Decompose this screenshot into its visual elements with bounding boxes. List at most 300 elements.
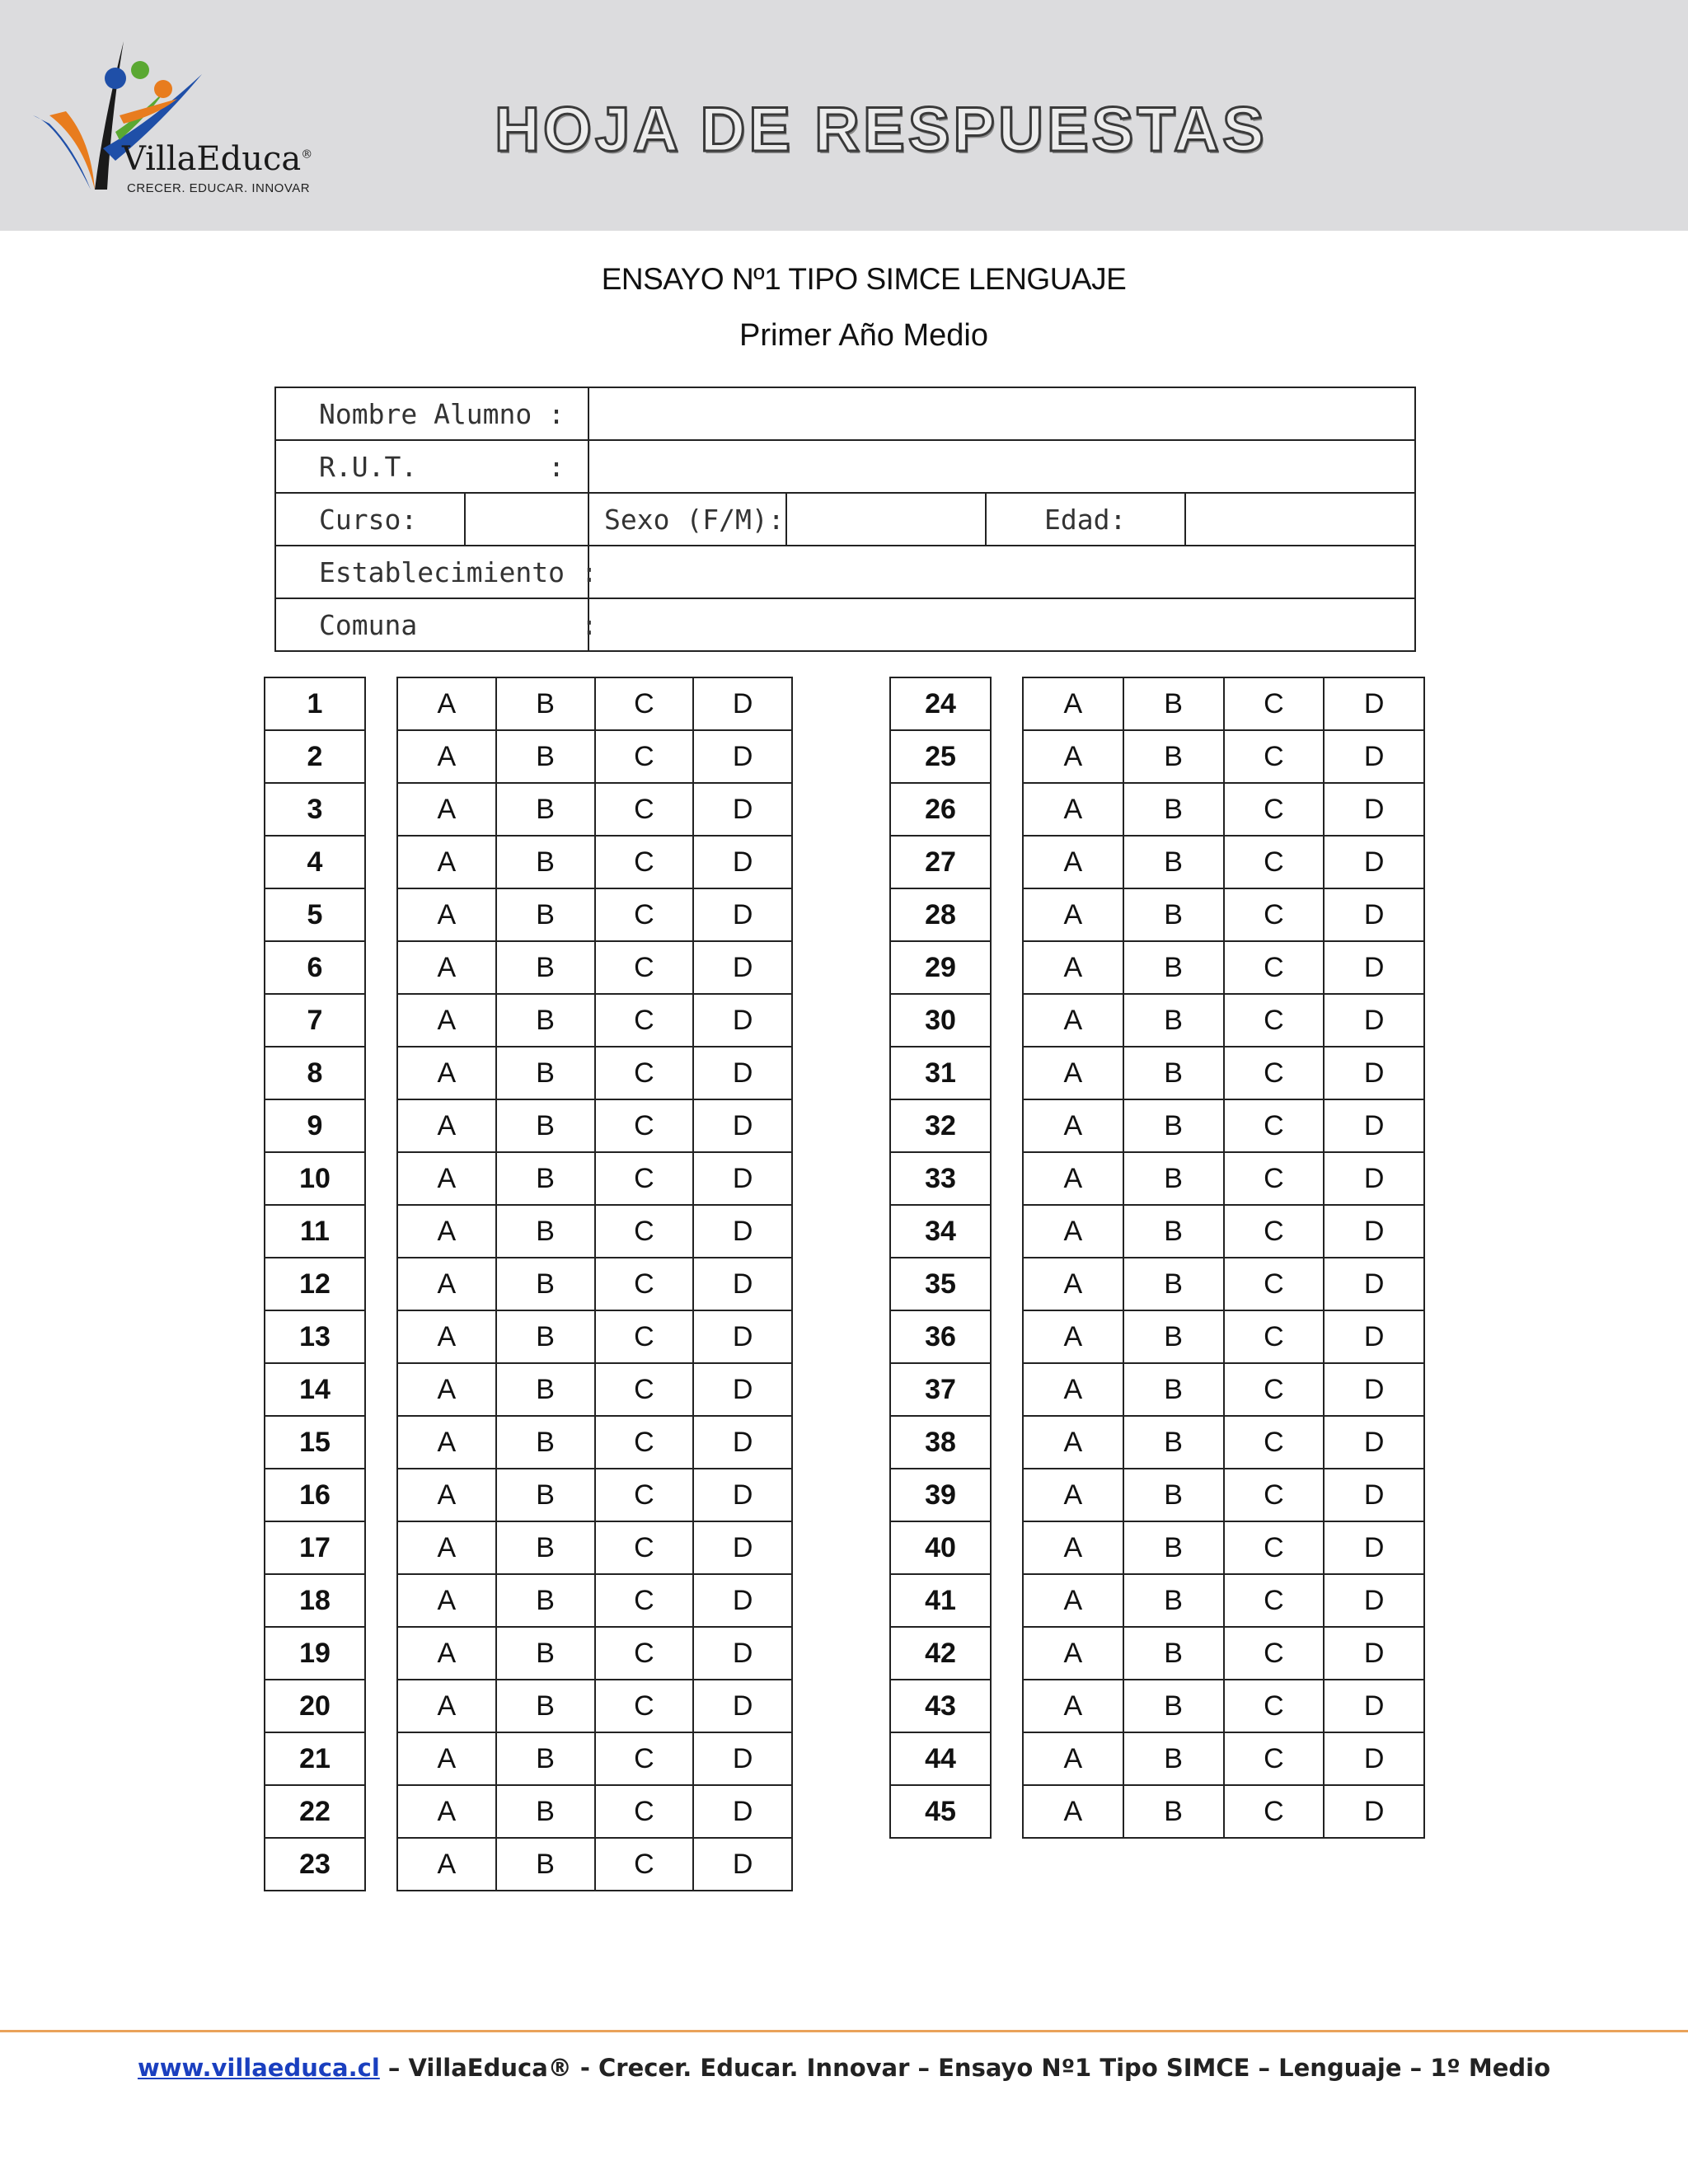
answer-option-a[interactable]: A <box>1023 994 1123 1047</box>
answer-option-a[interactable]: A <box>1023 1363 1123 1416</box>
question-number-row <box>265 1310 365 1363</box>
answer-row <box>1023 1416 1424 1469</box>
answer-option-b[interactable]: B <box>496 1574 595 1627</box>
answer-option-b[interactable]: B <box>496 1047 595 1099</box>
answer-option-c[interactable]: C <box>1224 1363 1325 1416</box>
answer-option-b[interactable]: B <box>1123 1680 1224 1732</box>
answer-option-d[interactable]: D <box>1324 941 1424 994</box>
sexo-field[interactable] <box>786 493 986 546</box>
answer-option-c[interactable]: C <box>595 888 694 941</box>
comuna-label: Comuna : <box>275 598 588 651</box>
question-number-row <box>890 1152 991 1205</box>
answer-option-b[interactable]: B <box>1123 1574 1224 1627</box>
answer-row <box>1023 1363 1424 1416</box>
answer-option-a[interactable]: A <box>397 1258 496 1310</box>
answer-option-d[interactable]: D <box>1324 994 1424 1047</box>
answer-option-d[interactable]: D <box>1324 1047 1424 1099</box>
question-number-row <box>265 1627 365 1680</box>
answer-option-b[interactable]: B <box>1123 1521 1224 1574</box>
answer-option-a[interactable]: A <box>1023 1099 1123 1152</box>
answer-row <box>397 730 792 783</box>
answer-option-c[interactable]: C <box>595 994 694 1047</box>
question-number: 11 <box>265 1205 365 1258</box>
answer-option-b[interactable]: B <box>496 1732 595 1785</box>
villaeduca-logo-icon <box>25 25 288 206</box>
answer-option-a[interactable]: A <box>397 941 496 994</box>
answer-option-a[interactable]: A <box>397 677 496 730</box>
footer-divider <box>0 2030 1688 2032</box>
question-number: 6 <box>265 941 365 994</box>
question-number: 13 <box>265 1310 365 1363</box>
answer-option-b[interactable]: B <box>1123 677 1224 730</box>
answer-option-b[interactable]: B <box>496 994 595 1047</box>
answer-row <box>397 783 792 836</box>
question-number: 8 <box>265 1047 365 1099</box>
answer-option-c[interactable]: C <box>595 941 694 994</box>
answer-options-left <box>396 677 793 1891</box>
answer-option-c[interactable]: C <box>595 836 694 888</box>
answer-option-b[interactable]: B <box>496 730 595 783</box>
question-number: 33 <box>890 1152 991 1205</box>
answer-option-a[interactable]: A <box>397 888 496 941</box>
answer-option-d[interactable]: D <box>693 1310 792 1363</box>
answer-row <box>1023 1521 1424 1574</box>
question-number: 23 <box>265 1838 365 1891</box>
answer-option-c[interactable]: C <box>1224 1258 1325 1310</box>
question-number: 3 <box>265 783 365 836</box>
answer-row <box>397 1838 792 1891</box>
answer-option-b[interactable]: B <box>496 1152 595 1205</box>
answer-option-c[interactable]: C <box>1224 1205 1325 1258</box>
answer-option-d[interactable]: D <box>693 1838 792 1891</box>
answer-row <box>397 1205 792 1258</box>
answer-option-c[interactable]: C <box>1224 1152 1325 1205</box>
answer-option-b[interactable]: B <box>496 1469 595 1521</box>
answer-row <box>1023 836 1424 888</box>
question-number: 16 <box>265 1469 365 1521</box>
question-number-row <box>265 1574 365 1627</box>
answer-option-d[interactable]: D <box>693 1469 792 1521</box>
answer-option-a[interactable]: A <box>1023 836 1123 888</box>
answer-row <box>397 1680 792 1732</box>
student-info-table <box>274 387 1416 652</box>
question-number: 30 <box>890 994 991 1047</box>
answer-option-c[interactable]: C <box>1224 1680 1325 1732</box>
answer-option-d[interactable]: D <box>1324 1627 1424 1680</box>
answer-option-d[interactable]: D <box>693 836 792 888</box>
answer-option-a[interactable]: A <box>1023 1680 1123 1732</box>
answer-option-a[interactable]: A <box>1023 1574 1123 1627</box>
answer-option-a[interactable]: A <box>397 1152 496 1205</box>
answer-option-d[interactable]: D <box>1324 730 1424 783</box>
question-number-row <box>265 941 365 994</box>
footer-description: – VillaEduca® - Crecer. Educar. Innovar – Ensayo Nº1 Tipo SIMCE – Lenguaje – 1º Medio <box>379 2054 1551 2082</box>
logo-tagline: CRECER. EDUCAR. INNOVAR <box>127 181 311 195</box>
answer-option-d[interactable]: D <box>693 941 792 994</box>
answer-option-c[interactable]: C <box>595 1047 694 1099</box>
answer-option-b[interactable]: B <box>496 1099 595 1152</box>
answer-option-a[interactable]: A <box>1023 888 1123 941</box>
answer-option-c[interactable]: C <box>595 1152 694 1205</box>
answer-option-d[interactable]: D <box>1324 1680 1424 1732</box>
question-number: 44 <box>890 1732 991 1785</box>
comuna-field[interactable] <box>588 598 1415 651</box>
answer-option-a[interactable]: A <box>397 1680 496 1732</box>
answer-row <box>1023 677 1424 730</box>
answer-option-b[interactable]: B <box>496 1838 595 1891</box>
answer-option-d[interactable]: D <box>1324 1099 1424 1152</box>
question-number: 43 <box>890 1680 991 1732</box>
answer-option-b[interactable]: B <box>1123 1205 1224 1258</box>
question-number: 32 <box>890 1099 991 1152</box>
answer-row <box>1023 783 1424 836</box>
answer-option-a[interactable]: A <box>397 1469 496 1521</box>
answer-option-c[interactable]: C <box>595 1785 694 1838</box>
question-number-row <box>265 1469 365 1521</box>
question-number: 17 <box>265 1521 365 1574</box>
answer-option-c[interactable]: C <box>1224 783 1325 836</box>
answer-option-a[interactable]: A <box>1023 1258 1123 1310</box>
curso-field[interactable] <box>465 493 588 546</box>
answer-option-b[interactable]: B <box>1123 888 1224 941</box>
question-number-row <box>890 677 991 730</box>
answer-option-a[interactable]: A <box>1023 1047 1123 1099</box>
answer-option-d[interactable]: D <box>693 1152 792 1205</box>
question-number-row <box>890 941 991 994</box>
answer-option-b[interactable]: B <box>1123 1099 1224 1152</box>
answer-option-b[interactable]: B <box>496 677 595 730</box>
answer-row <box>397 1627 792 1680</box>
question-number-row <box>890 1627 991 1680</box>
answer-option-c[interactable]: C <box>595 1258 694 1310</box>
answer-option-b[interactable]: B <box>496 1627 595 1680</box>
question-number: 20 <box>265 1680 365 1732</box>
answer-option-c[interactable]: C <box>595 1680 694 1732</box>
answer-option-b[interactable]: B <box>1123 1258 1224 1310</box>
answer-option-a[interactable]: A <box>1023 677 1123 730</box>
answer-option-c[interactable]: C <box>1224 1785 1325 1838</box>
edad-field[interactable] <box>1185 493 1415 546</box>
answer-row <box>1023 888 1424 941</box>
question-number-row <box>890 836 991 888</box>
answer-option-b[interactable]: B <box>1123 941 1224 994</box>
answer-option-c[interactable]: C <box>1224 1469 1325 1521</box>
answer-option-a[interactable]: A <box>1023 730 1123 783</box>
answer-option-d[interactable]: D <box>693 677 792 730</box>
answer-row <box>397 1047 792 1099</box>
answer-option-c[interactable]: C <box>595 1732 694 1785</box>
answer-option-a[interactable]: A <box>1023 1521 1123 1574</box>
question-number-row <box>890 994 991 1047</box>
answer-option-c[interactable]: C <box>595 783 694 836</box>
answer-option-c[interactable]: C <box>1224 730 1325 783</box>
answer-row <box>397 1099 792 1152</box>
answer-option-d[interactable]: D <box>1324 1469 1424 1521</box>
answer-option-a[interactable]: A <box>1023 941 1123 994</box>
question-number: 5 <box>265 888 365 941</box>
answer-row <box>397 888 792 941</box>
answer-option-a[interactable]: A <box>397 1521 496 1574</box>
answer-option-a[interactable]: A <box>1023 1205 1123 1258</box>
answer-option-d[interactable]: D <box>1324 783 1424 836</box>
answer-option-a[interactable]: A <box>397 1838 496 1891</box>
question-number-row <box>890 1416 991 1469</box>
question-number: 37 <box>890 1363 991 1416</box>
answer-row <box>1023 1258 1424 1310</box>
answer-option-a[interactable]: A <box>397 783 496 836</box>
banner-title: HOJA DE RESPUESTAS <box>495 95 1268 165</box>
answer-option-c[interactable]: C <box>595 1627 694 1680</box>
answer-row <box>397 941 792 994</box>
question-number-row <box>265 1152 365 1205</box>
answer-option-d[interactable]: D <box>693 1627 792 1680</box>
answer-option-a[interactable]: A <box>1023 783 1123 836</box>
answer-option-c[interactable]: C <box>1224 1521 1325 1574</box>
answer-option-b[interactable]: B <box>1123 783 1224 836</box>
answer-option-a[interactable]: A <box>1023 1416 1123 1469</box>
question-number-row <box>890 1732 991 1785</box>
answer-option-b[interactable]: B <box>1123 1627 1224 1680</box>
question-number-row <box>890 1680 991 1732</box>
question-number-row <box>265 1047 365 1099</box>
sexo-label: Sexo (F/M): <box>588 493 786 546</box>
question-number: 40 <box>890 1521 991 1574</box>
answer-option-b[interactable]: B <box>496 836 595 888</box>
question-number-row <box>265 1205 365 1258</box>
answer-option-c[interactable]: C <box>595 1574 694 1627</box>
answer-row <box>397 994 792 1047</box>
answer-option-b[interactable]: B <box>496 1785 595 1838</box>
answer-option-c[interactable]: C <box>1224 1047 1325 1099</box>
question-number-row <box>265 730 365 783</box>
answer-option-d[interactable]: D <box>1324 1732 1424 1785</box>
answer-option-c[interactable]: C <box>595 1310 694 1363</box>
answer-option-c[interactable]: C <box>1224 994 1325 1047</box>
answer-option-b[interactable]: B <box>496 888 595 941</box>
answer-row <box>1023 730 1424 783</box>
answer-option-d[interactable]: D <box>693 1258 792 1310</box>
question-number-row <box>890 1310 991 1363</box>
answer-option-b[interactable]: B <box>496 1416 595 1469</box>
answer-row <box>1023 994 1424 1047</box>
answer-option-c[interactable]: C <box>1224 1574 1325 1627</box>
answer-option-a[interactable]: A <box>397 1627 496 1680</box>
answer-option-a[interactable]: A <box>397 1205 496 1258</box>
question-number: 26 <box>890 783 991 836</box>
question-number: 15 <box>265 1416 365 1469</box>
website-link[interactable]: www.villaeduca.cl <box>137 2054 380 2082</box>
answer-option-c[interactable]: C <box>1224 1310 1325 1363</box>
answer-option-a[interactable]: A <box>1023 1732 1123 1785</box>
answer-row <box>397 1574 792 1627</box>
answer-row <box>1023 1205 1424 1258</box>
answer-option-a[interactable]: A <box>397 1732 496 1785</box>
answer-option-b[interactable]: B <box>1123 1047 1224 1099</box>
question-number-row <box>890 1785 991 1838</box>
answer-option-c[interactable]: C <box>595 1521 694 1574</box>
answer-option-c[interactable]: C <box>595 1469 694 1521</box>
answer-option-c[interactable]: C <box>595 1099 694 1152</box>
answer-option-d[interactable]: D <box>1324 888 1424 941</box>
answer-option-c[interactable]: C <box>1224 941 1325 994</box>
question-number: 19 <box>265 1627 365 1680</box>
answer-option-d[interactable]: D <box>1324 677 1424 730</box>
answer-option-d[interactable]: D <box>693 1732 792 1785</box>
answer-option-a[interactable]: A <box>397 1574 496 1627</box>
question-numbers-right <box>889 677 992 1839</box>
question-number: 39 <box>890 1469 991 1521</box>
answer-option-a[interactable]: A <box>397 1310 496 1363</box>
question-number: 36 <box>890 1310 991 1363</box>
answer-option-a[interactable]: A <box>1023 1469 1123 1521</box>
answer-option-b[interactable]: B <box>496 783 595 836</box>
answer-row <box>397 1152 792 1205</box>
answer-option-d[interactable]: D <box>693 888 792 941</box>
answer-option-c[interactable]: C <box>1224 677 1325 730</box>
answer-option-b[interactable]: B <box>496 1521 595 1574</box>
answer-row <box>1023 1574 1424 1627</box>
answer-option-b[interactable]: B <box>1123 1310 1224 1363</box>
answer-option-d[interactable]: D <box>693 1680 792 1732</box>
answer-option-b[interactable]: B <box>496 941 595 994</box>
answer-option-c[interactable]: C <box>1224 1627 1325 1680</box>
answer-option-b[interactable]: B <box>1123 994 1224 1047</box>
answer-option-c[interactable]: C <box>1224 888 1325 941</box>
answer-option-a[interactable]: A <box>1023 1152 1123 1205</box>
answer-option-b[interactable]: B <box>496 1310 595 1363</box>
answer-option-d[interactable]: D <box>693 1785 792 1838</box>
answer-option-c[interactable]: C <box>1224 836 1325 888</box>
rut-label: R.U.T. : <box>275 440 588 493</box>
question-number-row <box>265 783 365 836</box>
header-band <box>0 0 1688 231</box>
nombre-label: Nombre Alumno : <box>275 387 588 440</box>
answer-option-b[interactable]: B <box>496 1363 595 1416</box>
answer-option-b[interactable]: B <box>1123 1363 1224 1416</box>
answer-option-a[interactable]: A <box>397 1785 496 1838</box>
question-number-row <box>265 1838 365 1891</box>
question-number: 27 <box>890 836 991 888</box>
nombre-field[interactable] <box>588 387 1415 440</box>
answer-option-a[interactable]: A <box>397 1047 496 1099</box>
answer-row <box>397 1785 792 1838</box>
answer-option-d[interactable]: D <box>1324 836 1424 888</box>
answer-option-d[interactable]: D <box>693 1205 792 1258</box>
question-number-row <box>265 677 365 730</box>
answer-option-a[interactable]: A <box>1023 1310 1123 1363</box>
answer-option-a[interactable]: A <box>397 836 496 888</box>
answer-option-d[interactable]: D <box>1324 1521 1424 1574</box>
answer-row <box>397 1732 792 1785</box>
answer-option-d[interactable]: D <box>693 783 792 836</box>
answer-option-d[interactable]: D <box>693 1099 792 1152</box>
answer-option-d[interactable]: D <box>693 1574 792 1627</box>
answer-option-b[interactable]: B <box>496 1205 595 1258</box>
answer-option-d[interactable]: D <box>693 1416 792 1469</box>
answer-option-d[interactable]: D <box>1324 1258 1424 1310</box>
question-number-row <box>890 1363 991 1416</box>
answer-option-a[interactable]: A <box>1023 1627 1123 1680</box>
question-number: 14 <box>265 1363 365 1416</box>
answer-option-d[interactable]: D <box>1324 1363 1424 1416</box>
answer-option-b[interactable]: B <box>1123 730 1224 783</box>
answer-option-d[interactable]: D <box>1324 1574 1424 1627</box>
question-number: 9 <box>265 1099 365 1152</box>
answer-option-d[interactable]: D <box>1324 1785 1424 1838</box>
answer-option-b[interactable]: B <box>1123 1152 1224 1205</box>
answer-option-c[interactable]: C <box>1224 1416 1325 1469</box>
answer-option-c[interactable]: C <box>595 677 694 730</box>
answer-option-a[interactable]: A <box>397 1099 496 1152</box>
question-number: 31 <box>890 1047 991 1099</box>
answer-option-d[interactable]: D <box>1324 1205 1424 1258</box>
answer-option-d[interactable]: D <box>693 1521 792 1574</box>
establecimiento-field[interactable] <box>588 546 1415 598</box>
answer-row <box>1023 1152 1424 1205</box>
question-number-row <box>890 1258 991 1310</box>
answer-option-c[interactable]: C <box>595 1838 694 1891</box>
answer-option-b[interactable]: B <box>1123 1732 1224 1785</box>
answer-row <box>397 1310 792 1363</box>
question-number-row <box>890 1099 991 1152</box>
answer-option-b[interactable]: B <box>496 1258 595 1310</box>
answer-option-a[interactable]: A <box>397 730 496 783</box>
answer-option-d[interactable]: D <box>693 994 792 1047</box>
answer-option-d[interactable]: D <box>693 1363 792 1416</box>
question-number: 38 <box>890 1416 991 1469</box>
rut-field[interactable] <box>588 440 1415 493</box>
answer-option-d[interactable]: D <box>1324 1416 1424 1469</box>
question-number-row <box>265 1099 365 1152</box>
answer-option-d[interactable]: D <box>1324 1310 1424 1363</box>
answer-option-a[interactable]: A <box>397 1416 496 1469</box>
answer-option-a[interactable]: A <box>397 994 496 1047</box>
answer-option-a[interactable]: A <box>397 1363 496 1416</box>
question-number: 22 <box>265 1785 365 1838</box>
answer-option-b[interactable]: B <box>1123 1785 1224 1838</box>
answer-row <box>1023 1680 1424 1732</box>
answer-row <box>1023 1732 1424 1785</box>
answer-option-c[interactable]: C <box>595 1205 694 1258</box>
answer-option-b[interactable]: B <box>1123 1416 1224 1469</box>
answer-option-d[interactable]: D <box>1324 1152 1424 1205</box>
answer-option-b[interactable]: B <box>1123 1469 1224 1521</box>
answer-option-c[interactable]: C <box>1224 1099 1325 1152</box>
question-number: 35 <box>890 1258 991 1310</box>
answer-option-c[interactable]: C <box>1224 1732 1325 1785</box>
answer-option-c[interactable]: C <box>595 1416 694 1469</box>
answer-option-a[interactable]: A <box>1023 1785 1123 1838</box>
answer-option-c[interactable]: C <box>595 730 694 783</box>
question-number-row <box>265 1680 365 1732</box>
question-number: 12 <box>265 1258 365 1310</box>
answer-option-d[interactable]: D <box>693 730 792 783</box>
answer-option-b[interactable]: B <box>496 1680 595 1732</box>
question-number-row <box>890 1047 991 1099</box>
answer-row <box>1023 1627 1424 1680</box>
answer-row <box>1023 1047 1424 1099</box>
answer-option-c[interactable]: C <box>595 1363 694 1416</box>
question-number: 34 <box>890 1205 991 1258</box>
answer-row <box>1023 1310 1424 1363</box>
answer-option-b[interactable]: B <box>1123 836 1224 888</box>
answer-row <box>1023 1469 1424 1521</box>
question-number-row <box>265 1363 365 1416</box>
info-row-rut <box>275 440 1415 493</box>
question-number-row <box>265 1416 365 1469</box>
answer-option-d[interactable]: D <box>693 1047 792 1099</box>
answer-row <box>397 836 792 888</box>
